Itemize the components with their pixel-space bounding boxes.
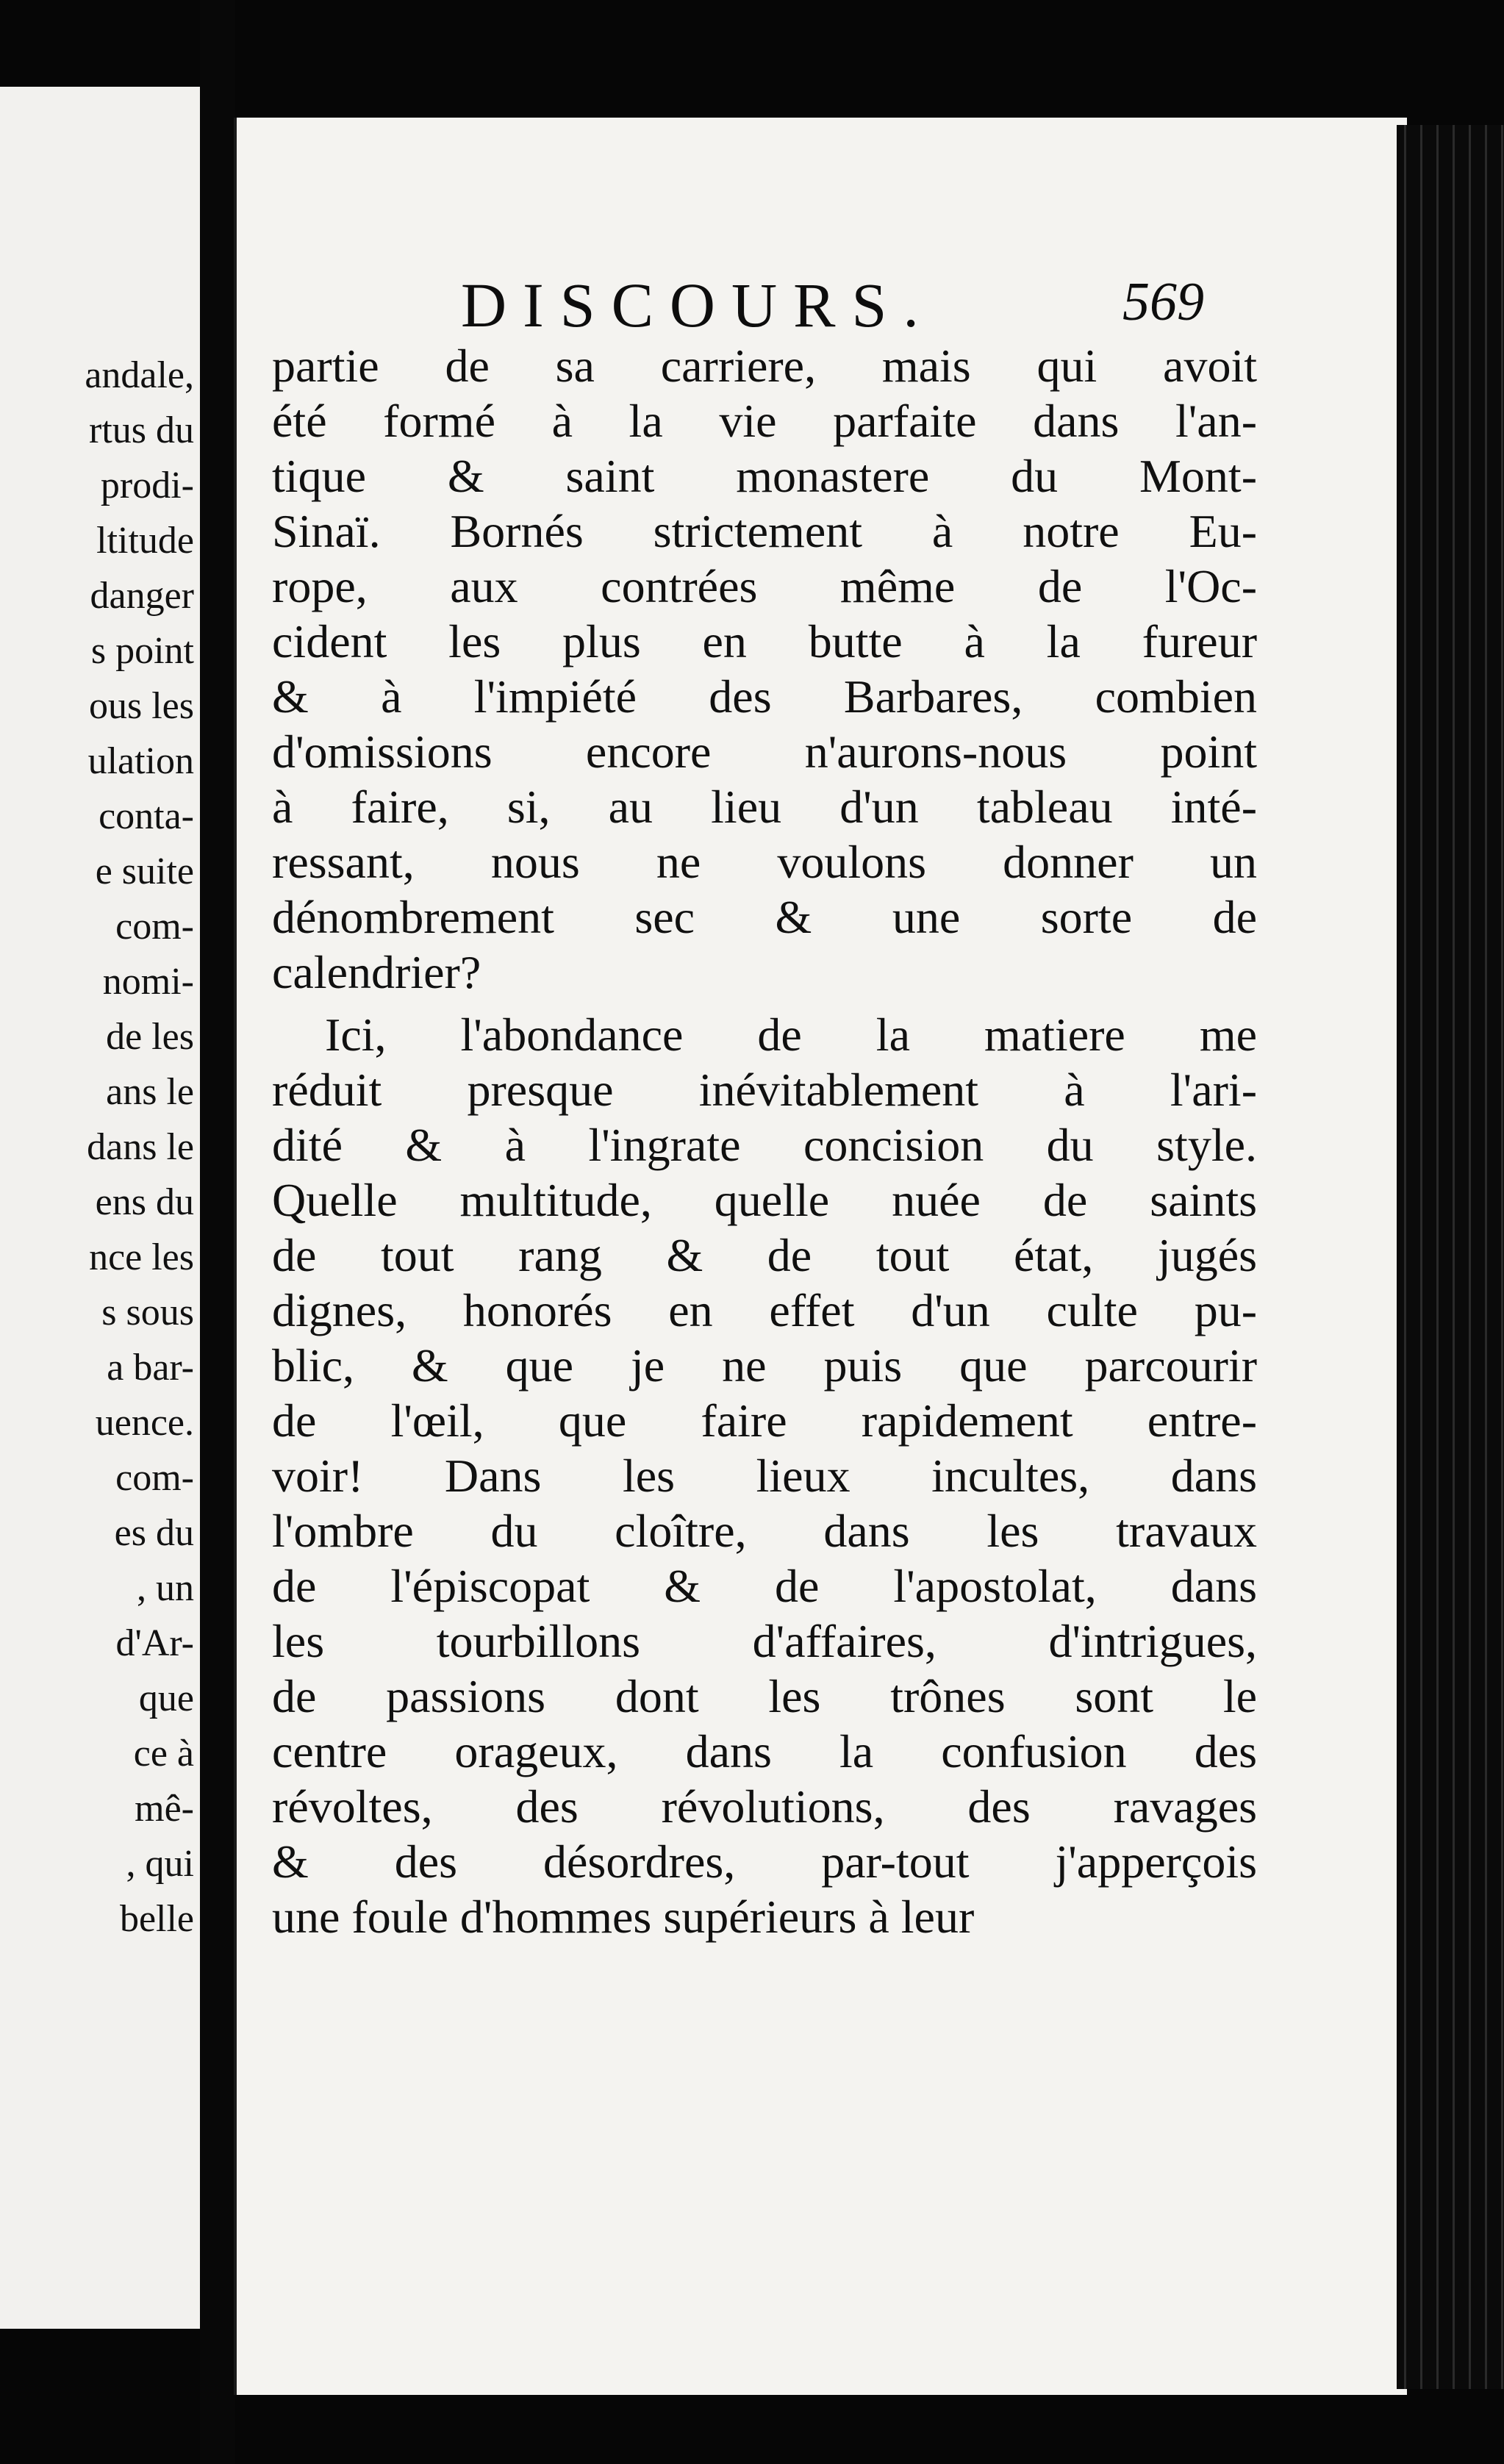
facing-page-line: nomi- xyxy=(102,961,194,1003)
text-line: de l'épiscopat & de l'apostolat, dans xyxy=(272,1560,1257,1612)
facing-page-line: de les xyxy=(106,1016,194,1058)
text-line: dénombrement sec & une sorte de xyxy=(272,891,1257,943)
text-line: Ici, l'abondance de la matiere me xyxy=(325,1009,1257,1061)
facing-page-line: s sous xyxy=(101,1292,194,1333)
facing-page-left xyxy=(0,87,200,2329)
facing-page-line: ous les xyxy=(89,685,194,727)
facing-page-line: andale, xyxy=(85,354,194,396)
text-line: tique & saint monastere du Mont- xyxy=(272,450,1257,502)
facing-page-line: nce les xyxy=(89,1236,194,1278)
text-line: été formé à la vie parfaite dans l'an- xyxy=(272,395,1257,447)
text-line: voir! Dans les lieux incultes, dans xyxy=(272,1450,1257,1502)
facing-page-line: ulation xyxy=(87,740,194,782)
page-stack-edge xyxy=(1397,125,1504,2389)
text-line: réduit presque inévitablement à l'ari- xyxy=(272,1064,1257,1116)
facing-page-line: ens du xyxy=(95,1181,194,1223)
text-line: centre orageux, dans la confusion des xyxy=(272,1725,1257,1777)
text-line: cident les plus en butte à la fureur xyxy=(272,615,1257,667)
page-body xyxy=(272,338,1257,1944)
facing-page-line: ltitude xyxy=(96,520,194,562)
text-line: les tourbillons d'affaires, d'intrigues, xyxy=(272,1615,1257,1667)
paragraph-2 xyxy=(272,1007,1257,1944)
page-number: 569 xyxy=(1122,272,1204,332)
facing-page-line: a bar- xyxy=(107,1347,194,1389)
facing-page-line: que xyxy=(138,1677,194,1719)
text-line: Sinaï. Bornés strictement à notre Eu- xyxy=(272,505,1257,557)
facing-page-line: mê- xyxy=(135,1788,194,1830)
paragraph-1 xyxy=(272,338,1257,1000)
text-line: calendrier? xyxy=(272,946,481,998)
text-line: l'ombre du cloître, dans les travaux xyxy=(272,1505,1257,1557)
text-line: de l'œil, que faire rapidement entre- xyxy=(272,1394,1257,1447)
text-line: Quelle multitude, quelle nuée de saints xyxy=(272,1174,1257,1226)
facing-page-text xyxy=(0,348,194,1947)
running-head: DISCOURS. xyxy=(461,270,935,340)
text-line: de tout rang & de tout état, jugés xyxy=(272,1229,1257,1281)
facing-page-line: es du xyxy=(114,1512,194,1554)
text-line: dité & à l'ingrate concision du style. xyxy=(272,1119,1257,1171)
facing-page-line: com- xyxy=(115,1457,194,1499)
text-line: révoltes, des révolutions, des ravages xyxy=(272,1780,1257,1833)
facing-page-line: com- xyxy=(115,906,194,948)
text-line: une foule d'hommes supérieurs à leur xyxy=(272,1891,975,1943)
text-line: dignes, honorés en effet d'un culte pu- xyxy=(272,1284,1257,1336)
text-line: de passions dont les trônes sont le xyxy=(272,1670,1257,1722)
facing-page-line: rtus du xyxy=(89,409,194,451)
text-line: blic, & que je ne puis que parcourir xyxy=(272,1339,1257,1392)
facing-page-line: , un xyxy=(137,1567,194,1609)
text-line: partie de sa carriere, mais qui avoit xyxy=(272,340,1257,392)
book-gutter xyxy=(200,0,235,2464)
text-line: & des désordres, par-tout j'apperçois xyxy=(272,1836,1257,1888)
text-line: & à l'impiété des Barbares, combien xyxy=(272,670,1257,723)
text-line: d'omissions encore n'aurons-nous point xyxy=(272,726,1257,778)
book-page xyxy=(234,118,1407,2395)
facing-page-line: ce à xyxy=(133,1733,194,1774)
facing-page-line: e suite xyxy=(95,850,194,892)
facing-page-line: belle xyxy=(119,1898,194,1940)
facing-page-line: s point xyxy=(90,630,194,672)
facing-page-line: uence. xyxy=(95,1402,194,1444)
facing-page-line: prodi- xyxy=(100,465,194,506)
text-line: ressant, nous ne voulons donner un xyxy=(272,836,1257,888)
text-line: à faire, si, au lieu d'un tableau inté- xyxy=(272,781,1257,833)
text-line: rope, aux contrées même de l'Oc- xyxy=(272,560,1257,612)
facing-page-line: danger xyxy=(90,575,194,617)
facing-page-line: dans le xyxy=(87,1126,194,1168)
facing-page-line: ans le xyxy=(106,1071,194,1113)
facing-page-line: conta- xyxy=(99,795,194,837)
facing-page-line: , qui xyxy=(126,1843,194,1885)
facing-page-line: d'Ar- xyxy=(115,1622,194,1664)
